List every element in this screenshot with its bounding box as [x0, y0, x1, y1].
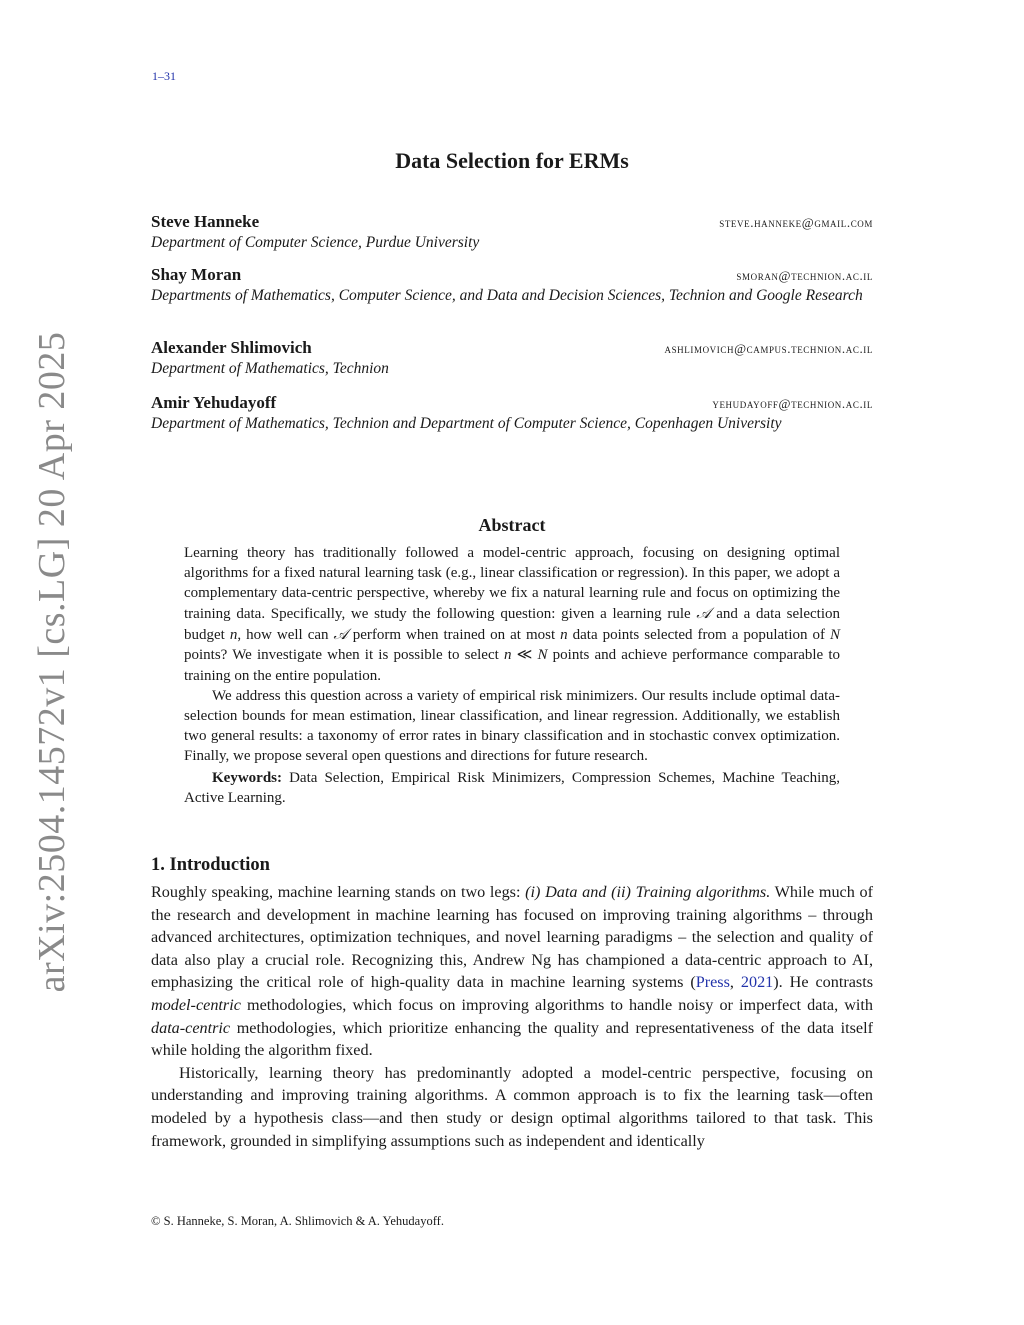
math-symbol: N: [537, 647, 548, 664]
author-email[interactable]: steve.hanneke@gmail.com: [719, 215, 873, 230]
emphasis: data-centric: [151, 1018, 231, 1037]
math-symbol: n: [229, 627, 238, 644]
abstract-paragraph: Learning theory has traditionally followed a model-centric approach, focusing on designing optimal algorithms for a fixed natural learning task (e.g., linear classification or regression). In this paper, we adopt a complementary data-centric perspective, whereby we fix a natural learning rule and focus on optimizing the training data. Specifically, we study the following question: given a learning rule 𝒜 and a data selection budget n, how well can 𝒜 perform when trained on at most n data points selected from a population of N points? We investigate when it is possible to select n ≪ N points and achieve performance comparable to training on the entire population.: [184, 545, 841, 684]
author-block: [151, 265, 873, 306]
author-affiliation: Departments of Mathematics, Computer Science, and Data and Decision Sciences, Technion and Google Research: [151, 287, 863, 304]
keywords-list: Data Selection, Empirical Risk Minimizers, Compression Schemes, Machine Teaching, Active Learning.: [184, 770, 840, 807]
author-block: [151, 212, 873, 253]
emphasis: model-centric: [151, 995, 241, 1014]
author-name: Amir Yehudayoff: [151, 393, 277, 412]
math-symbol: n: [503, 647, 512, 664]
author-affiliation: Department of Mathematics, Technion and Department of Computer Science, Copenhagen University: [151, 415, 782, 432]
keywords-label: Keywords:: [212, 770, 282, 787]
abstract-body: [184, 543, 840, 808]
body-paragraph: Roughly speaking, machine learning stands on two legs: (i) Data and (ii) Training algorithms. While much of the research and development in machine learning has focused on improving training algorithms – through advanced architectures, optimization techniques, and novel learning paradigms – the selection and quality of data also play a crucial role. Recognizing this, Andrew Ng has championed a data-centric approach to AI, emphasizing the critical role of high-quality data in machine learning systems (Press, 2021). He contrasts model-centric methodologies, which focus on improving algorithms to handle noisy or imperfect data, with data-centric methodologies, which prioritize enhancing the quality and representativeness of the data itself while holding the algorithm fixed.: [151, 883, 873, 1060]
emphasis: (i) Data and (ii) Training algorithms.: [525, 883, 771, 901]
introduction-body: [151, 881, 873, 1152]
paper-title: Data Selection for ERMs: [395, 148, 629, 173]
author-email[interactable]: yehudayoff@technion.ac.il: [712, 396, 873, 411]
abstract-paragraph: We address this question across a variety of empirical risk minimizers. Our results include optimal data-selection bounds for mean estimation, linear classification, and linear regression. Additionally, we establish two general results: a taxonomy of error rates in binary classification and in stochastic convex optimization. Finally, we propose several open questions and directions for future research.: [184, 687, 840, 764]
author-affiliation: Department of Computer Science, Purdue University: [151, 234, 480, 251]
math-symbol: 𝒜: [696, 604, 711, 623]
math-symbol: n: [560, 627, 568, 644]
keywords: [184, 768, 840, 808]
body-paragraph: Historically, learning theory has predominantly adopted a model-centric perspective, focusing on understanding and improving training algorithms. A common approach is to fix the learning task—often modeled by a hypothesis class—and then study or design optimal algorithms tailored to that task. This framework, grounded in simplifying assumptions such as independent and identically: [151, 1063, 873, 1150]
author-block: [151, 393, 873, 434]
math-symbol: N: [830, 627, 841, 644]
page-range: 1–31: [152, 69, 176, 83]
author-email[interactable]: ashlimovich@campus.technion.ac.il: [664, 341, 873, 356]
arxiv-identifier: arXiv:2504.14572v1 [cs.LG] 20 Apr 2025: [31, 331, 73, 993]
author-email[interactable]: smoran@technion.ac.il: [736, 268, 873, 283]
citation-link[interactable]: Press: [695, 973, 730, 992]
author-block: [151, 338, 873, 379]
author-name: Steve Hanneke: [151, 212, 260, 231]
author-affiliation: Department of Mathematics, Technion: [151, 360, 389, 377]
author-name: Alexander Shlimovich: [151, 338, 312, 357]
section-heading: 1. Introduction: [151, 855, 270, 875]
citation-year-link[interactable]: 2021: [740, 973, 774, 992]
abstract-heading: Abstract: [478, 515, 546, 535]
author-name: Shay Moran: [151, 265, 242, 284]
copyright-footer: © S. Hanneke, S. Moran, A. Shlimovich & A. Yehudayoff.: [151, 1214, 444, 1228]
math-symbol: 𝒜: [333, 625, 348, 644]
